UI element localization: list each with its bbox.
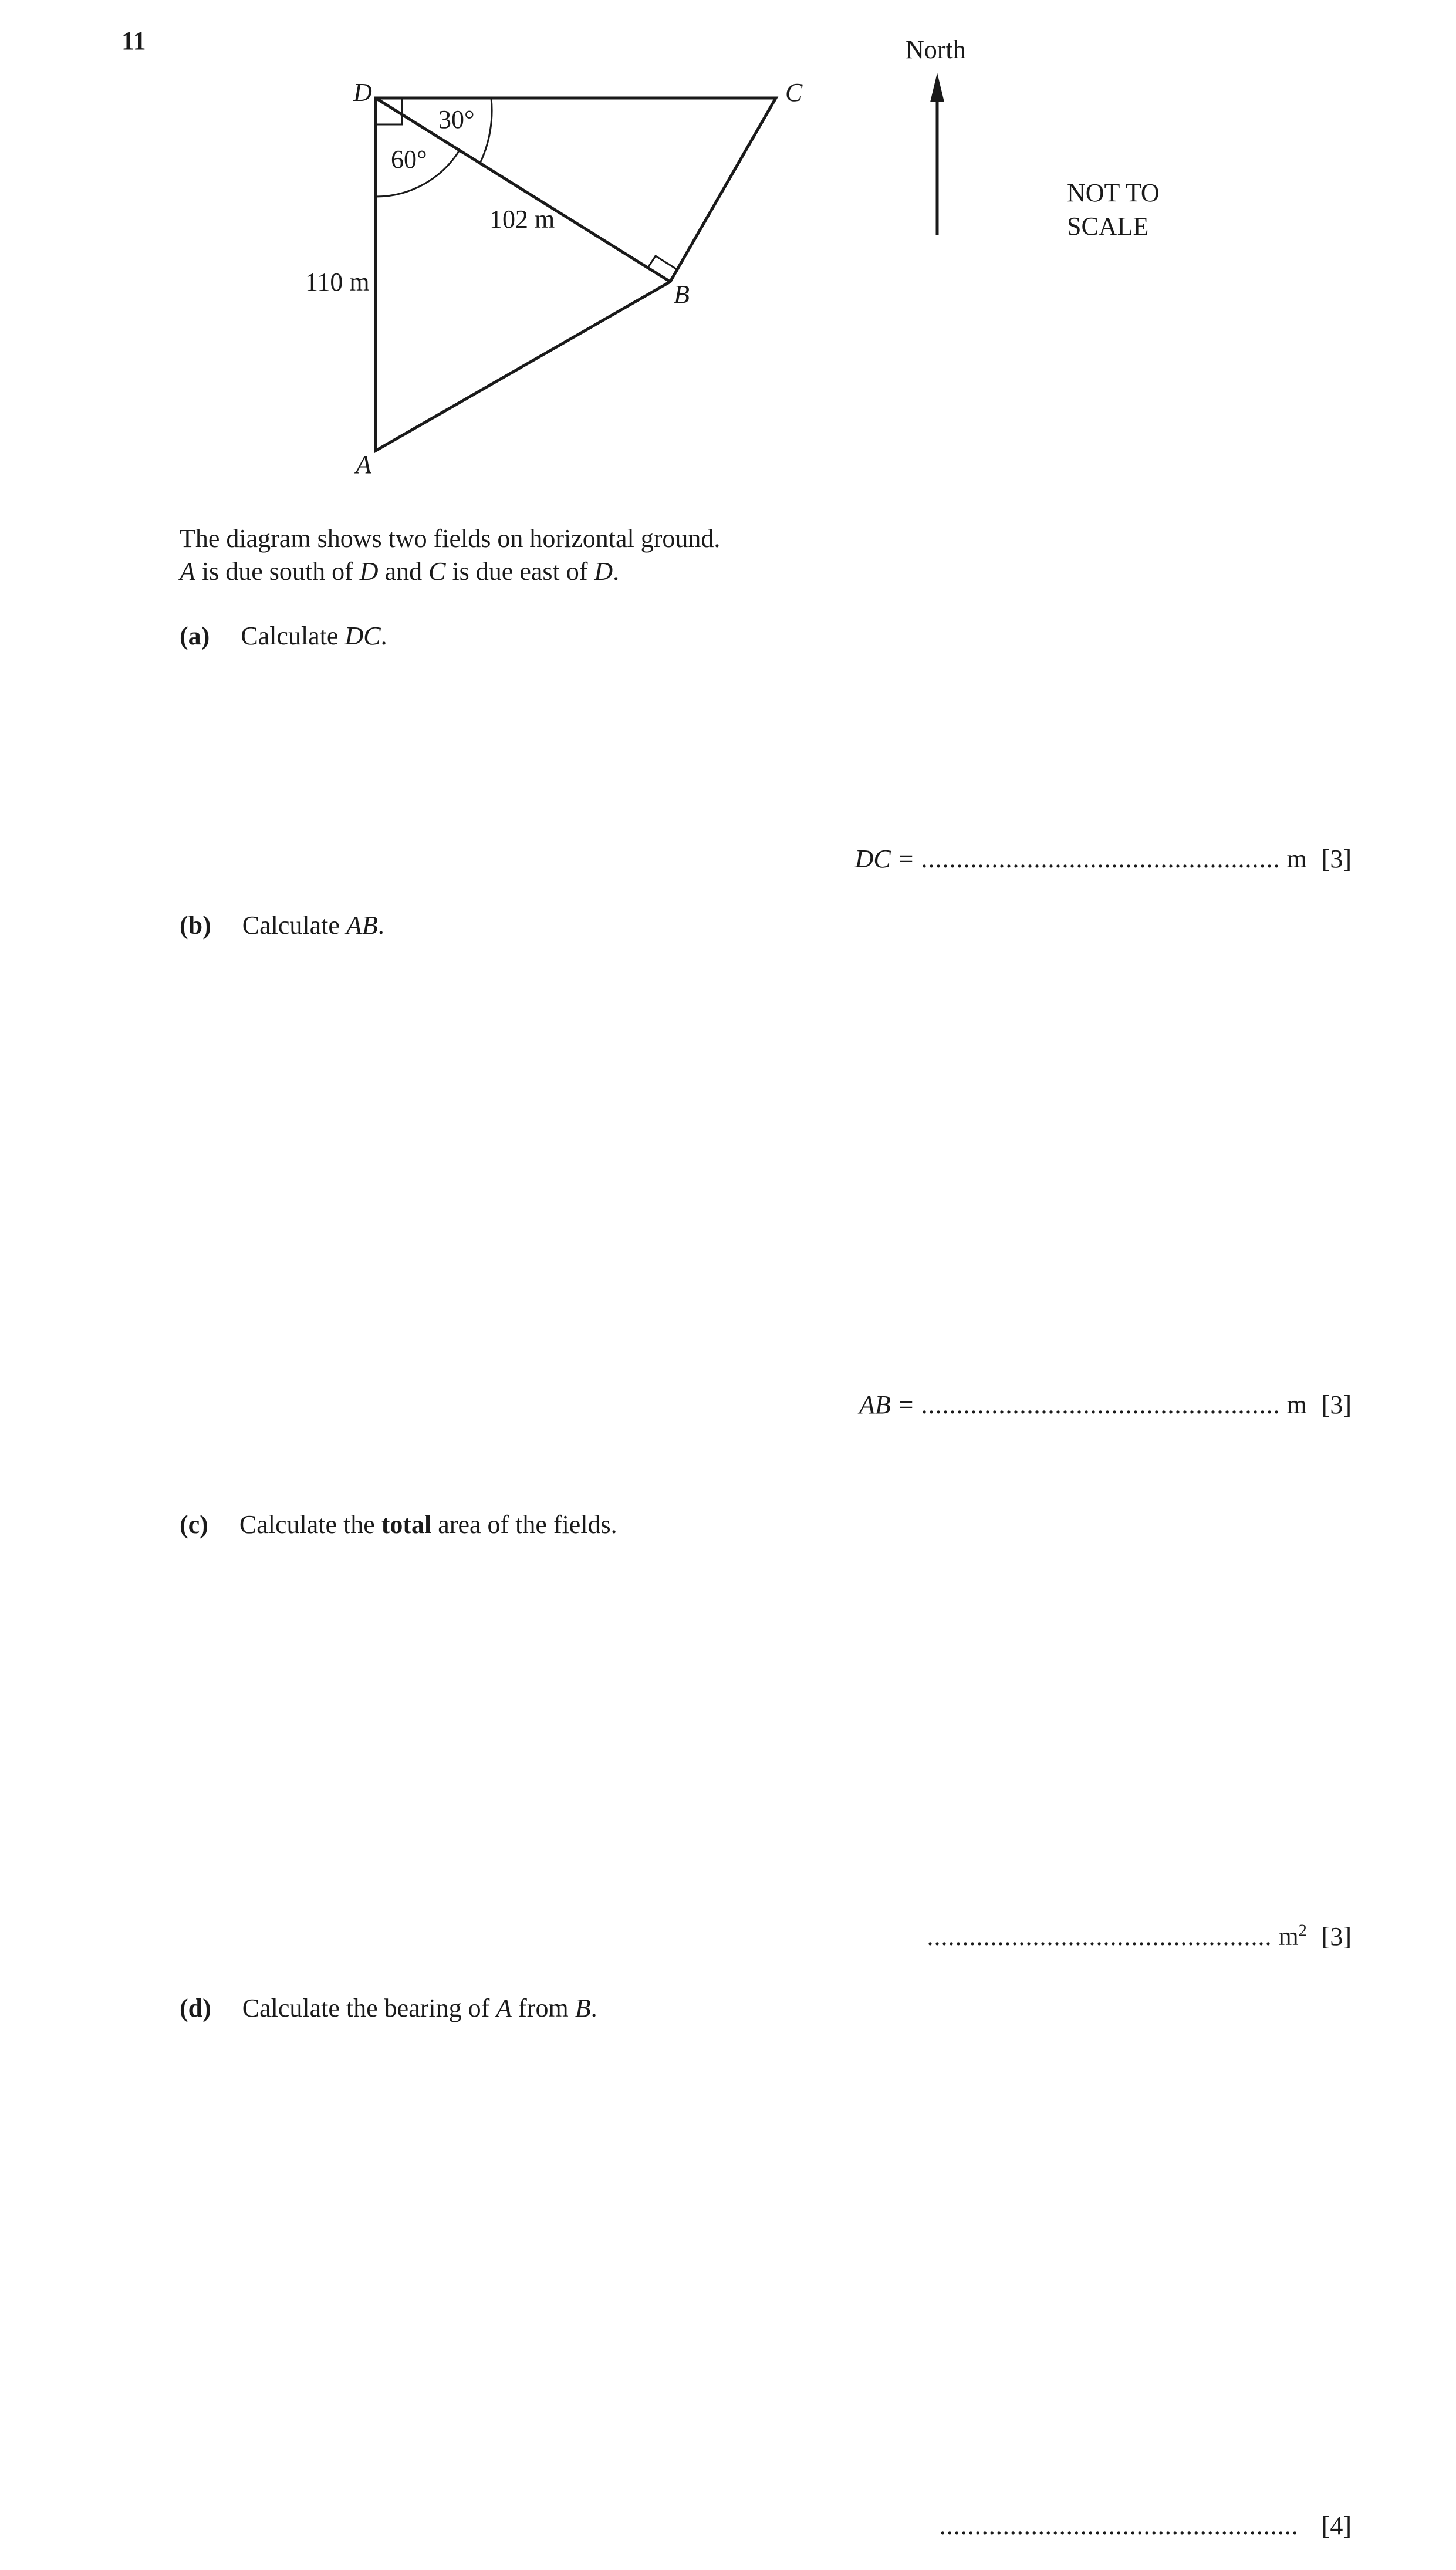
label-b: B [674,280,690,309]
not-to-scale-line2: SCALE [1067,212,1149,241]
part-a-question: (a) Calculate DC. [180,622,387,650]
angle-30-label: 30° [438,105,475,134]
label-d: D [353,78,372,107]
part-a-answer-line[interactable]: DC = ................................................... m [3] [854,845,1352,873]
angle-60-label: 60° [391,145,427,174]
not-to-scale-line1: NOT TO [1067,178,1160,207]
length-da-label: 110 m [305,268,370,296]
right-angle-b [648,256,678,270]
part-b-question: (b) Calculate AB. [180,911,384,940]
part-c-answer-line[interactable]: ................................................. $m^2$ [3] [927,1921,1352,1951]
label-a: A [356,450,371,479]
part-c-label: (c) [180,1510,208,1539]
marks-b: [3] [1321,1390,1352,1419]
part-c-question: (c) Calculate the total area of the fields. [180,1510,617,1539]
part-d-label: (d) [180,1994,211,2022]
intro-line-1: The diagram shows two fields on horizontal ground. [180,524,721,553]
marks-d: [4] [1321,2511,1352,2540]
field-outline [376,98,776,451]
answer-dots[interactable]: ................................................... [939,2511,1299,2540]
answer-dots[interactable]: ................................................. [927,1922,1272,1951]
marks-a: [3] [1321,845,1352,873]
question-number: 11 [121,26,146,55]
marks-c: [3] [1321,1922,1352,1951]
intro-var-a: A [180,557,195,586]
arc-30 [480,98,492,163]
part-b-label: (b) [180,911,211,940]
length-db-label: 102 m [489,205,555,234]
answer-dots[interactable]: ................................................... [921,845,1281,873]
fields-diagram [0,0,1456,505]
part-a-label: (a) [180,622,210,650]
intro-line-2: A is due south of D and C is due east of D. [180,557,620,586]
part-d-question: (d) Calculate the bearing of A from B. [180,1994,597,2022]
north-arrow [930,73,944,235]
north-label: North [906,35,966,64]
part-b-answer-line[interactable]: AB = ................................................... m [3] [859,1390,1352,1419]
part-d-answer-line[interactable] [940,2511,1352,2541]
answer-dots[interactable]: ................................................... [921,1390,1281,1419]
label-c: C [785,78,803,107]
diagonal-db [376,98,670,282]
